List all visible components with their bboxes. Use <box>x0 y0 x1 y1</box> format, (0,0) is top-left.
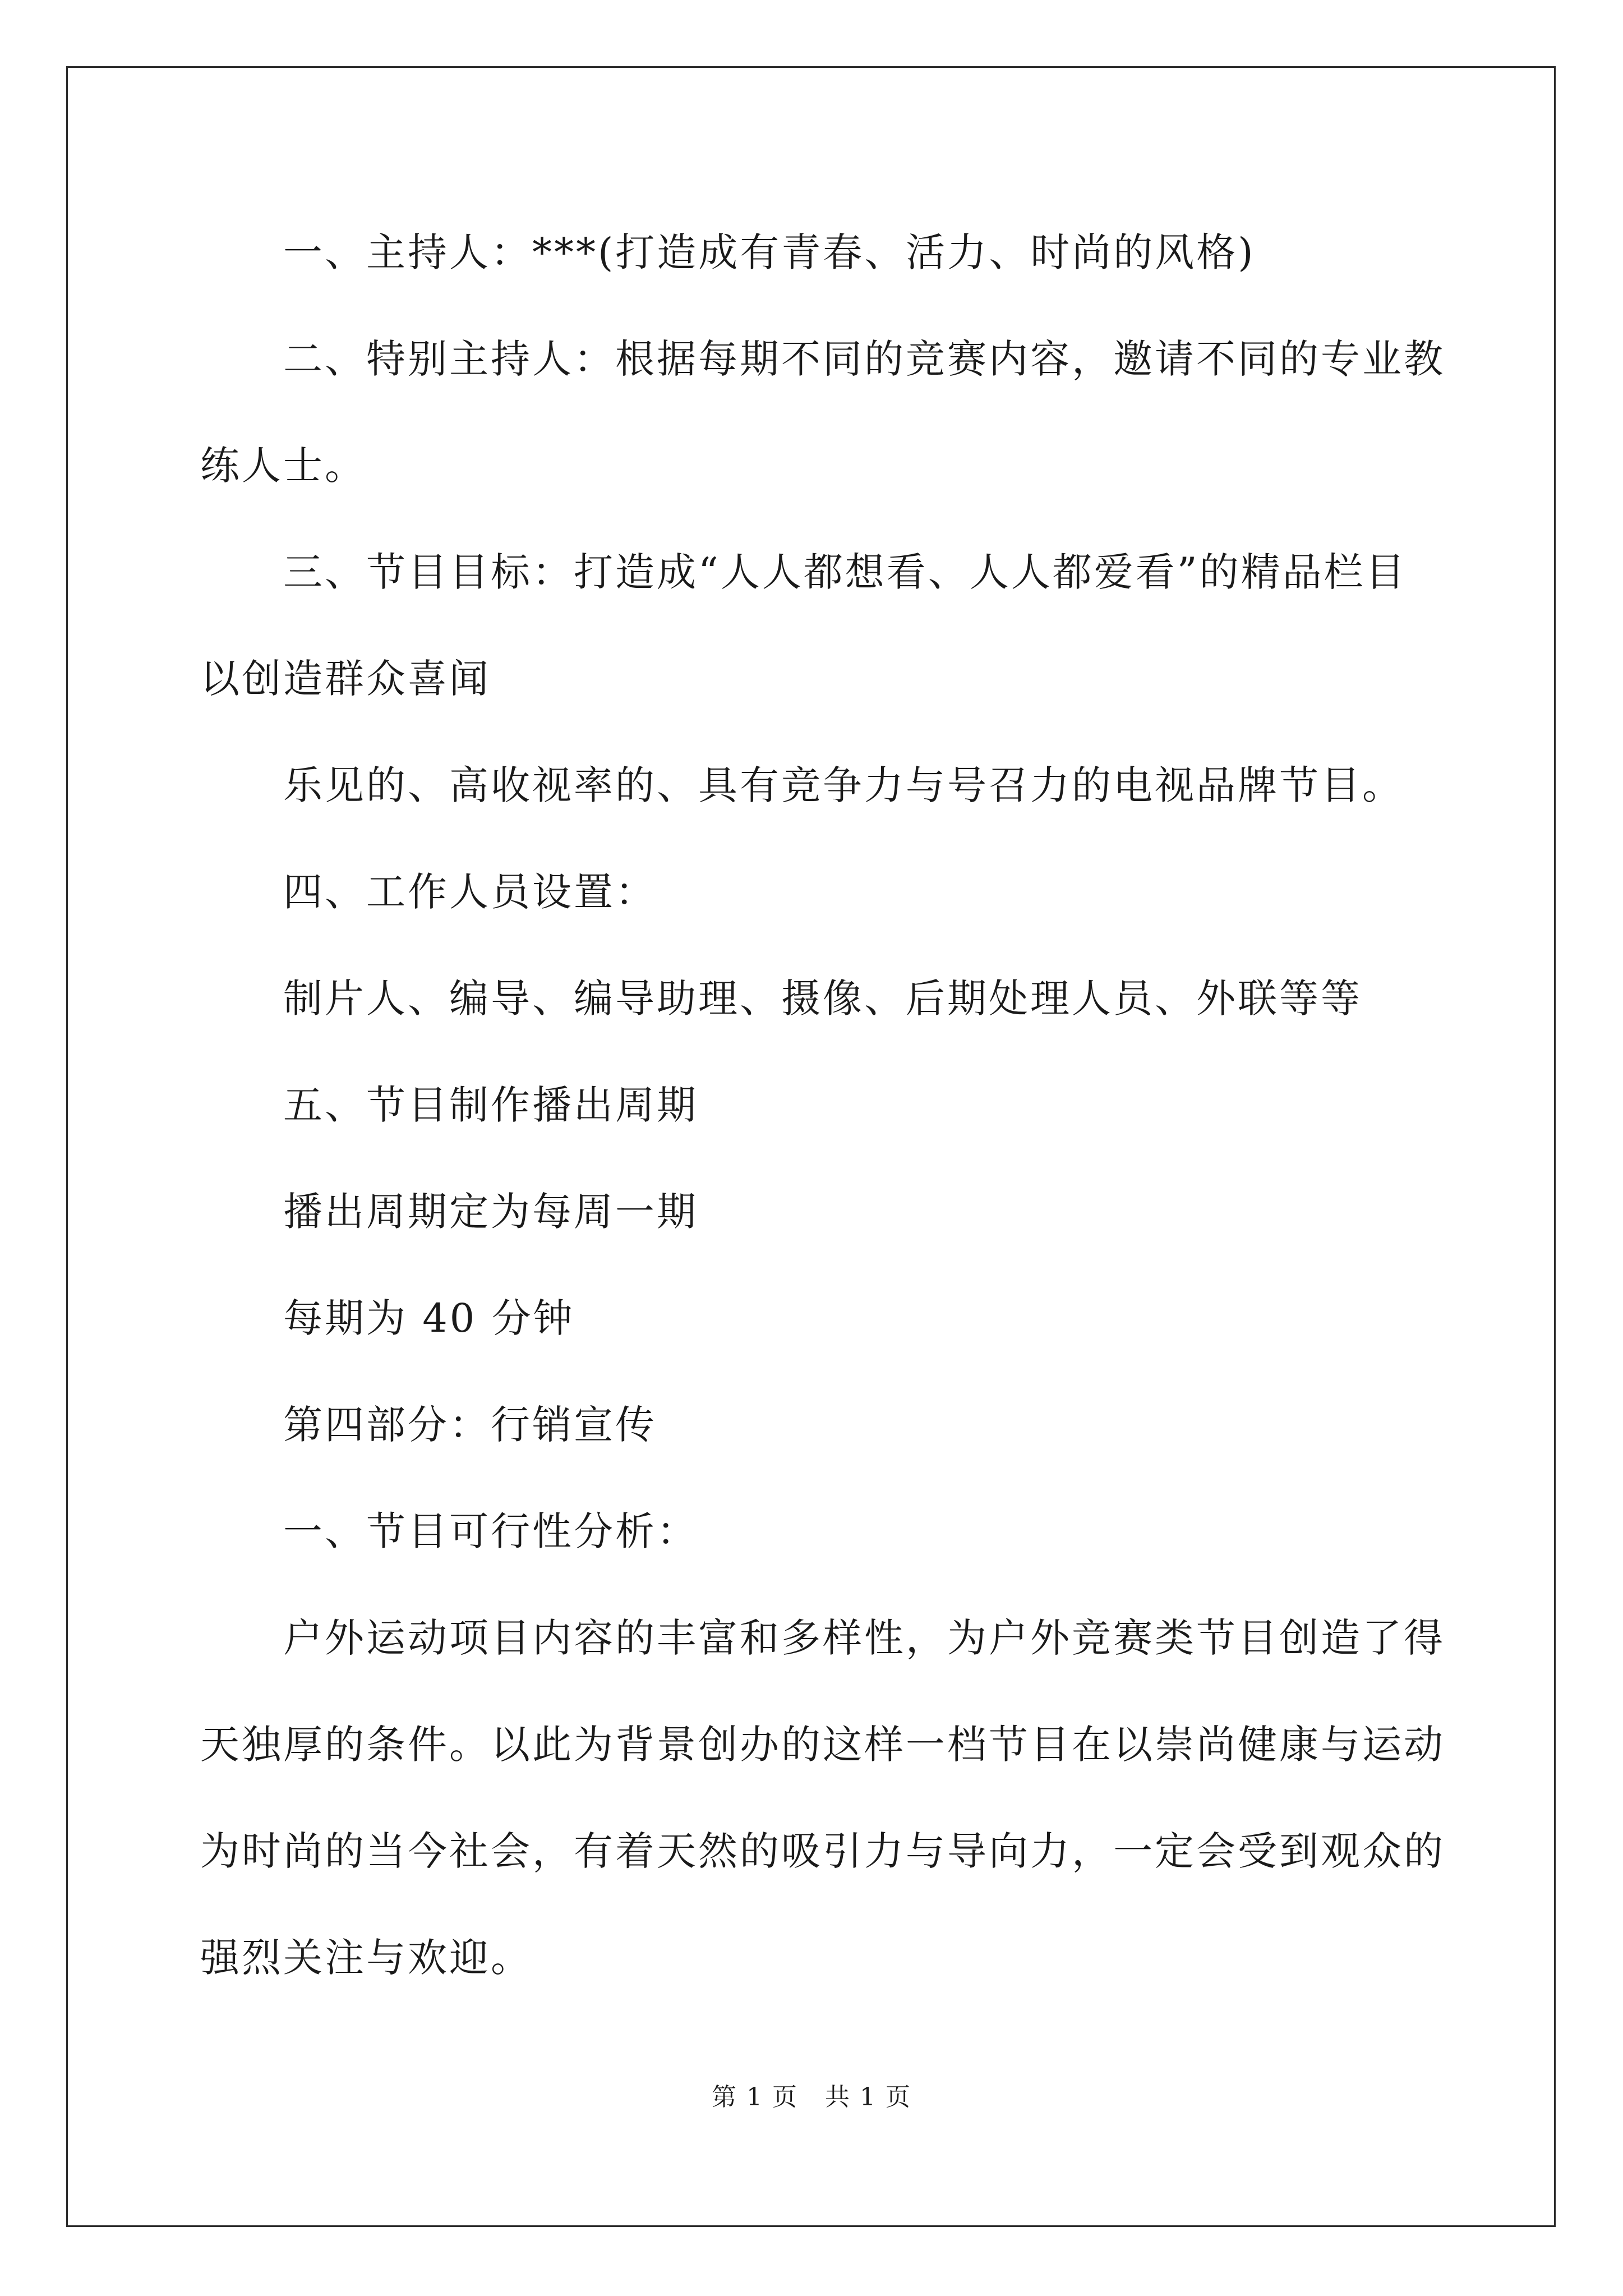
paragraph-line-feasibility-4: 强烈关注与欢迎。 <box>200 1935 532 1981</box>
paragraph-line-cycle-weekly: 播出周期定为每周一期 <box>283 1189 698 1235</box>
paragraph-line-goal: 三、节目目标：打造成“人人都想看、人人都爱看”的精品栏目 <box>283 549 1407 595</box>
section-heading-marketing: 第四部分：行销宣传 <box>283 1402 657 1448</box>
page-footer: 第 1 页 共 1 页 <box>712 2083 911 2111</box>
paragraph-line-feasibility-3: 为时尚的当今社会，有着天然的吸引力与导向力，一定会受到观众的 <box>200 1828 1445 1874</box>
paragraph-line-staff-list: 制片人、编导、编导助理、摄像、后期处理人员、外联等等 <box>283 976 1362 1022</box>
paragraph-line-feasibility-1: 户外运动项目内容的丰富和多样性，为户外竞赛类节目创造了得 <box>283 1615 1445 1661</box>
paragraph-line-special-host: 二、特别主持人：根据每期不同的竞赛内容，邀请不同的专业教 <box>283 336 1445 382</box>
paragraph-line-goal-cont: 以创造群众喜闻 <box>200 656 491 702</box>
paragraph-line-special-host-cont: 练人士。 <box>200 443 366 489</box>
paragraph-line-feasibility-heading: 一、节目可行性分析： <box>283 1508 698 1554</box>
paragraph-line-goal-cont-2: 乐见的、高收视率的、具有竞争力与号召力的电视品牌节目。 <box>283 762 1404 808</box>
page-border <box>66 66 1556 2227</box>
paragraph-line-host: 一、主持人：***(打造成有青春、活力、时尚的风格) <box>283 229 1256 275</box>
paragraph-line-cycle-heading: 五、节目制作播出周期 <box>283 1082 698 1128</box>
paragraph-line-cycle-duration: 每期为 40 分钟 <box>283 1295 575 1341</box>
paragraph-line-feasibility-2: 天独厚的条件。以此为背景创办的这样一档节目在以崇尚健康与运动 <box>200 1722 1445 1768</box>
paragraph-line-staff-heading: 四、工作人员设置： <box>283 869 657 915</box>
